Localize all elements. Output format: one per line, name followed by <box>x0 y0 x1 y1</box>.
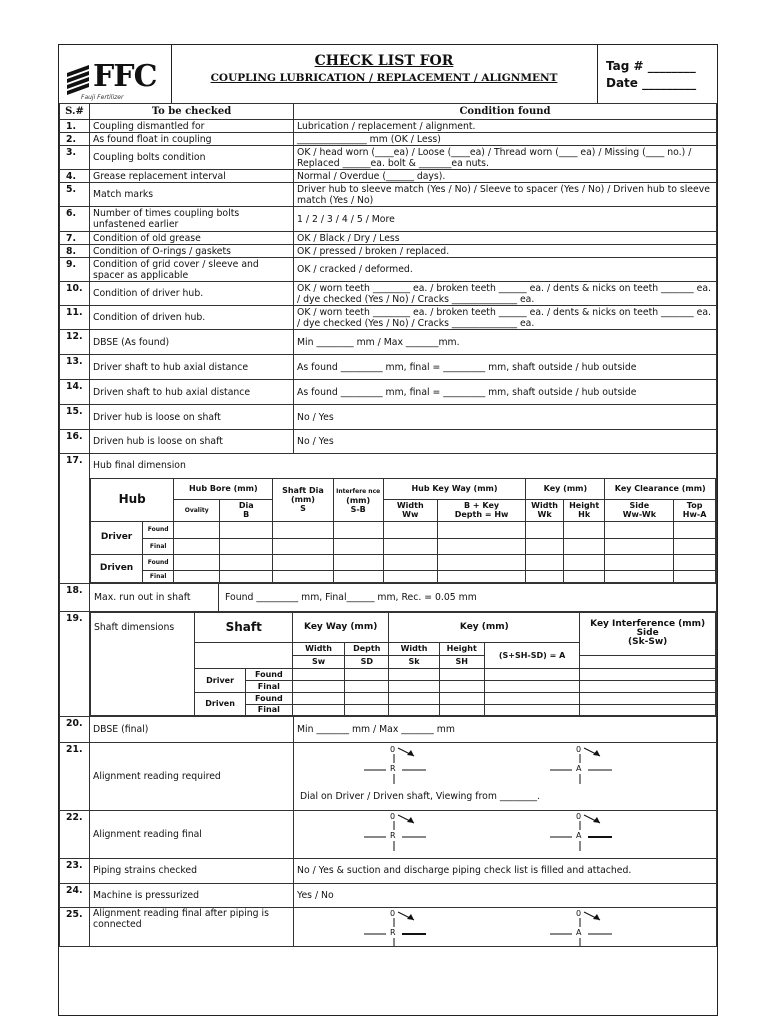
interference-label: Interfere nce <box>336 487 381 495</box>
final-label: Final <box>245 680 292 692</box>
shaft-dia-symbol: S <box>300 504 306 513</box>
ovality-header: Ovality <box>174 499 220 521</box>
check-item: Alignment reading final <box>90 810 294 858</box>
dial-arrow-icon <box>544 744 624 788</box>
dial-indicator-axial[interactable] <box>544 908 624 947</box>
row-number: 10. <box>60 282 90 306</box>
checklist-table <box>59 103 717 947</box>
hub-dimension-row <box>60 478 717 584</box>
dial-zero: 0 <box>576 744 582 754</box>
condition-field[interactable]: Min ________ mm / Max _______mm. <box>294 330 717 355</box>
table-row <box>60 355 717 380</box>
dial-arrow-icon <box>358 744 438 788</box>
condition-field[interactable]: OK / head worn (____ea) / Loose (____ea) / Thread worn (____ ea) / Missing (____ no.) / Replaced ______ea. bolt & _______ea nuts. <box>294 146 717 170</box>
condition-field[interactable]: As found _________ mm, final = _________ mm, shaft outside / hub outside <box>294 355 717 380</box>
found-label: Found <box>245 692 292 704</box>
condition-field[interactable]: Driver hub to sleeve match (Yes / No) / Sleeve to spacer (Yes / No) / Driven hub to sleeve match (Yes / No) <box>294 183 717 207</box>
col-check: To be checked <box>90 104 294 120</box>
check-item: Shaft dimensions <box>91 612 195 642</box>
row-number: 7. <box>60 232 90 245</box>
check-item: Condition of O-rings / gaskets <box>90 245 294 258</box>
check-item: DBSE (final) <box>90 716 294 742</box>
dia-symbol: B <box>243 510 250 519</box>
condition-field[interactable]: OK / Black / Dry / Less <box>294 232 717 245</box>
key-width-header: Width <box>389 642 439 655</box>
row-number: 19. <box>60 611 90 716</box>
bkey-header <box>437 499 526 521</box>
found-label: Found <box>245 668 292 680</box>
table-row <box>60 207 717 232</box>
check-item: DBSE (As found) <box>90 330 294 355</box>
hub-bore-header: Hub Bore (mm) <box>174 478 273 499</box>
found-label: Found <box>143 521 174 538</box>
formula-header: (S+SH-SD) = A <box>484 642 579 668</box>
table-row <box>60 430 717 454</box>
final-label: Final <box>143 570 174 582</box>
form-subtitle: COUPLING LUBRICATION / REPLACEMENT / ALIGNMENT <box>210 72 558 84</box>
row-number: 20. <box>60 716 90 742</box>
table-row <box>60 405 717 430</box>
dial-zero: 0 <box>576 811 582 821</box>
condition-field[interactable]: 1 / 2 / 3 / 4 / 5 / More <box>294 207 717 232</box>
row-number: 11. <box>60 306 90 330</box>
shaft-label: Shaft <box>195 612 292 642</box>
depth-symbol: Depth = Hw <box>454 510 509 519</box>
logo-tagline: Fauji Fertilizer <box>81 94 124 101</box>
sh-symbol: SH <box>439 655 484 668</box>
dial-a-label: A <box>576 927 582 937</box>
table-row <box>60 232 717 245</box>
table-row <box>60 454 717 478</box>
bkey-label: B + Key <box>464 501 500 510</box>
hub-label: Hub <box>91 478 174 521</box>
check-item: Alignment reading final after piping is connected <box>90 907 294 946</box>
check-item: As found float in coupling <box>90 133 294 146</box>
check-item: Driven hub is loose on shaft <box>90 430 294 454</box>
row-number: 5. <box>60 183 90 207</box>
side-symbol: (Sk-Sw) <box>628 637 668 647</box>
table-row <box>60 810 717 858</box>
row-number: 17. <box>60 454 90 584</box>
row-number: 9. <box>60 258 90 282</box>
alignment-after-piping-cell <box>294 907 717 946</box>
dial-zero: 0 <box>390 811 396 821</box>
top-label: Top <box>686 501 703 510</box>
check-item: Driver shaft to hub axial distance <box>90 355 294 380</box>
condition-field[interactable]: No / Yes & suction and discharge piping check list is filled and attached. <box>294 858 717 883</box>
row-number: 6. <box>60 207 90 232</box>
side-header <box>605 499 674 521</box>
row-number: 12. <box>60 330 90 355</box>
top-symbol: Hw-A <box>682 510 707 519</box>
dial-arrow-icon <box>544 908 624 947</box>
keyway-header: Key Way (mm) <box>292 612 388 642</box>
condition-field[interactable]: No / Yes <box>294 405 717 430</box>
key-header: Key (mm) <box>389 612 580 642</box>
row-number: 3. <box>60 146 90 170</box>
tag-date-block <box>597 45 716 103</box>
table-row <box>60 742 717 810</box>
shaft-dia-header <box>273 478 333 521</box>
driven-label: Driven <box>91 554 143 582</box>
row-number: 21. <box>60 742 90 810</box>
dial-indicator-axial[interactable] <box>544 744 624 788</box>
sk-symbol: Sk <box>389 655 439 668</box>
sw-symbol: Sw <box>292 655 344 668</box>
table-row <box>60 146 717 170</box>
shaft-dimension-cell <box>90 611 717 716</box>
condition-field[interactable]: Normal / Overdue (______ days). <box>294 170 717 183</box>
row-number: 2. <box>60 133 90 146</box>
check-item: Driver hub is loose on shaft <box>90 405 294 430</box>
key-width-symbol: Wk <box>537 510 552 519</box>
found-label: Found <box>143 554 174 570</box>
row-number: 18. <box>60 583 90 611</box>
dial-zero: 0 <box>576 908 582 918</box>
logo-text: FFC <box>93 59 157 94</box>
check-item: Machine is pressurized <box>90 883 294 907</box>
check-item: Alignment reading required <box>90 742 294 810</box>
top-header <box>674 499 716 521</box>
dial-r-label: R <box>390 763 396 773</box>
height-header: Height <box>439 642 484 655</box>
check-item: Piping strains checked <box>90 858 294 883</box>
runout-cell <box>90 583 717 611</box>
shaft-dimension-table <box>90 612 716 716</box>
table-row <box>60 183 717 207</box>
col-sn: S.# <box>60 104 90 120</box>
table-row <box>60 282 717 306</box>
key-interference-label: Key Interference (mm) <box>590 619 706 629</box>
alignment-required-cell <box>294 742 717 810</box>
row-number: 8. <box>60 245 90 258</box>
form-header <box>59 45 716 104</box>
height-label: Height <box>569 501 600 510</box>
width-header <box>383 499 437 521</box>
driver-label: Driver <box>91 521 143 554</box>
hub-keyway-header: Hub Key Way (mm) <box>383 478 526 499</box>
driven-label: Driven <box>195 692 245 715</box>
condition-field[interactable]: Min _______ mm / Max _______ mm <box>294 716 717 742</box>
height-header <box>563 499 605 521</box>
row-number: 4. <box>60 170 90 183</box>
dial-a-label: A <box>576 830 582 840</box>
table-row <box>60 120 717 133</box>
check-item: Match marks <box>90 183 294 207</box>
final-label: Final <box>245 704 292 715</box>
check-item: Max. run out in shaft <box>94 591 191 603</box>
table-row <box>60 245 717 258</box>
checklist-page <box>58 44 718 1016</box>
dial-indicator-axial[interactable] <box>544 811 624 855</box>
dial-arrow-icon <box>358 908 438 947</box>
table-header <box>60 104 717 120</box>
row-number: 13. <box>60 355 90 380</box>
row-number: 15. <box>60 405 90 430</box>
width-symbol: Ww <box>402 510 419 519</box>
key-width-header <box>526 499 563 521</box>
row-number: 22. <box>60 810 90 858</box>
table-row <box>60 170 717 183</box>
table-row <box>60 583 717 611</box>
interference-symbol: S-B <box>350 504 366 514</box>
key-clearance-header: Key Clearance (mm) <box>605 478 716 499</box>
width-label: Width <box>396 501 424 510</box>
condition-field[interactable]: No / Yes <box>294 430 717 454</box>
check-item: Hub final dimension <box>90 454 717 478</box>
dia-header <box>220 499 273 521</box>
alignment-final-cell <box>294 810 717 858</box>
check-item: Condition of driven hub. <box>90 306 294 330</box>
shaft-dia-label: Shaft Dia (mm) <box>282 486 324 504</box>
table-row <box>60 858 717 883</box>
check-item: Condition of driver hub. <box>90 282 294 306</box>
condition-field[interactable]: _______________ mm (OK / Less) <box>294 133 717 146</box>
dial-viewing-note[interactable]: Dial on Driver / Driven shaft, Viewing from ________. <box>300 790 541 802</box>
dial-indicator-rim[interactable] <box>358 744 438 788</box>
dial-arrow-icon <box>544 811 624 855</box>
check-item: Driven shaft to hub axial distance <box>90 380 294 405</box>
hub-dimension-table <box>90 478 716 583</box>
form-title: CHECK LIST FOR <box>314 53 454 69</box>
table-row <box>60 258 717 282</box>
depth-header: Depth <box>345 642 389 655</box>
dia-label: Dia <box>238 501 254 510</box>
table-row <box>60 883 717 907</box>
check-item: Condition of old grease <box>90 232 294 245</box>
row-number: 25. <box>60 907 90 946</box>
table-row <box>60 907 717 946</box>
check-item: Condition of grid cover / sleeve and spacer as applicable <box>90 258 294 282</box>
condition-field[interactable]: OK / cracked / deformed. <box>294 258 717 282</box>
key-interference-header <box>580 612 716 655</box>
dial-indicator-rim[interactable] <box>358 811 438 855</box>
condition-field[interactable]: OK / worn teeth ________ ea. / broken teeth ______ ea. / dents & nicks on teeth _______ ea. / dye checked (Yes / No) / Cracks ______________ ea. <box>294 282 717 306</box>
condition-field[interactable]: OK / worn teeth ________ ea. / broken teeth ______ ea. / dents & nicks on teeth _______ ea. / dye checked (Yes / No) / Cracks ______________ ea. <box>294 306 717 330</box>
height-symbol: Hk <box>578 510 591 519</box>
title-block <box>171 45 598 103</box>
condition-field[interactable]: OK / pressed / broken / replaced. <box>294 245 717 258</box>
dial-zero: 0 <box>390 744 396 754</box>
row-number: 16. <box>60 430 90 454</box>
condition-field[interactable]: Found _________ mm, Final______ mm, Rec. = 0.05 mm <box>225 591 477 603</box>
width-header: Width <box>292 642 344 655</box>
table-row <box>60 716 717 742</box>
tag-field[interactable]: Tag # ________ <box>606 59 696 73</box>
check-item: Coupling dismantled for <box>90 120 294 133</box>
condition-field[interactable]: Lubrication / replacement / alignment. <box>294 120 717 133</box>
interference-unit: (mm) <box>346 495 371 505</box>
condition-field[interactable]: As found _________ mm, final = _________ mm, shaft outside / hub outside <box>294 380 717 405</box>
date-field[interactable]: Date _________ <box>606 76 697 90</box>
driver-label: Driver <box>195 668 245 692</box>
key-header: Key (mm) <box>526 478 605 499</box>
sd-symbol: SD <box>345 655 389 668</box>
final-label: Final <box>143 538 174 554</box>
dial-r-label: R <box>390 830 396 840</box>
dial-arrow-icon <box>358 811 438 855</box>
check-item: Coupling bolts condition <box>90 146 294 170</box>
table-row <box>60 330 717 355</box>
company-logo <box>59 45 172 103</box>
row-number: 1. <box>60 120 90 133</box>
dial-r-label: R <box>390 927 396 937</box>
table-row <box>60 133 717 146</box>
key-width-label: Width <box>531 501 558 510</box>
hub-dimension-cell <box>90 478 717 584</box>
interference-header <box>333 478 383 521</box>
check-item: Number of times coupling bolts unfastened earlier <box>90 207 294 232</box>
dial-zero: 0 <box>390 908 396 918</box>
table-row <box>60 380 717 405</box>
shaft-dimension-row <box>60 611 717 716</box>
side-symbol: Ww-Wk <box>622 510 657 519</box>
table-row <box>60 306 717 330</box>
row-number: 14. <box>60 380 90 405</box>
condition-field[interactable]: Yes / No <box>294 883 717 907</box>
row-number: 23. <box>60 858 90 883</box>
check-item: Grease replacement interval <box>90 170 294 183</box>
dial-a-label: A <box>576 763 582 773</box>
side-label: Side <box>629 501 650 510</box>
side-label: Side <box>636 628 659 638</box>
dial-indicator-rim[interactable] <box>358 908 438 947</box>
col-condition: Condition found <box>294 104 717 120</box>
row-number: 24. <box>60 883 90 907</box>
